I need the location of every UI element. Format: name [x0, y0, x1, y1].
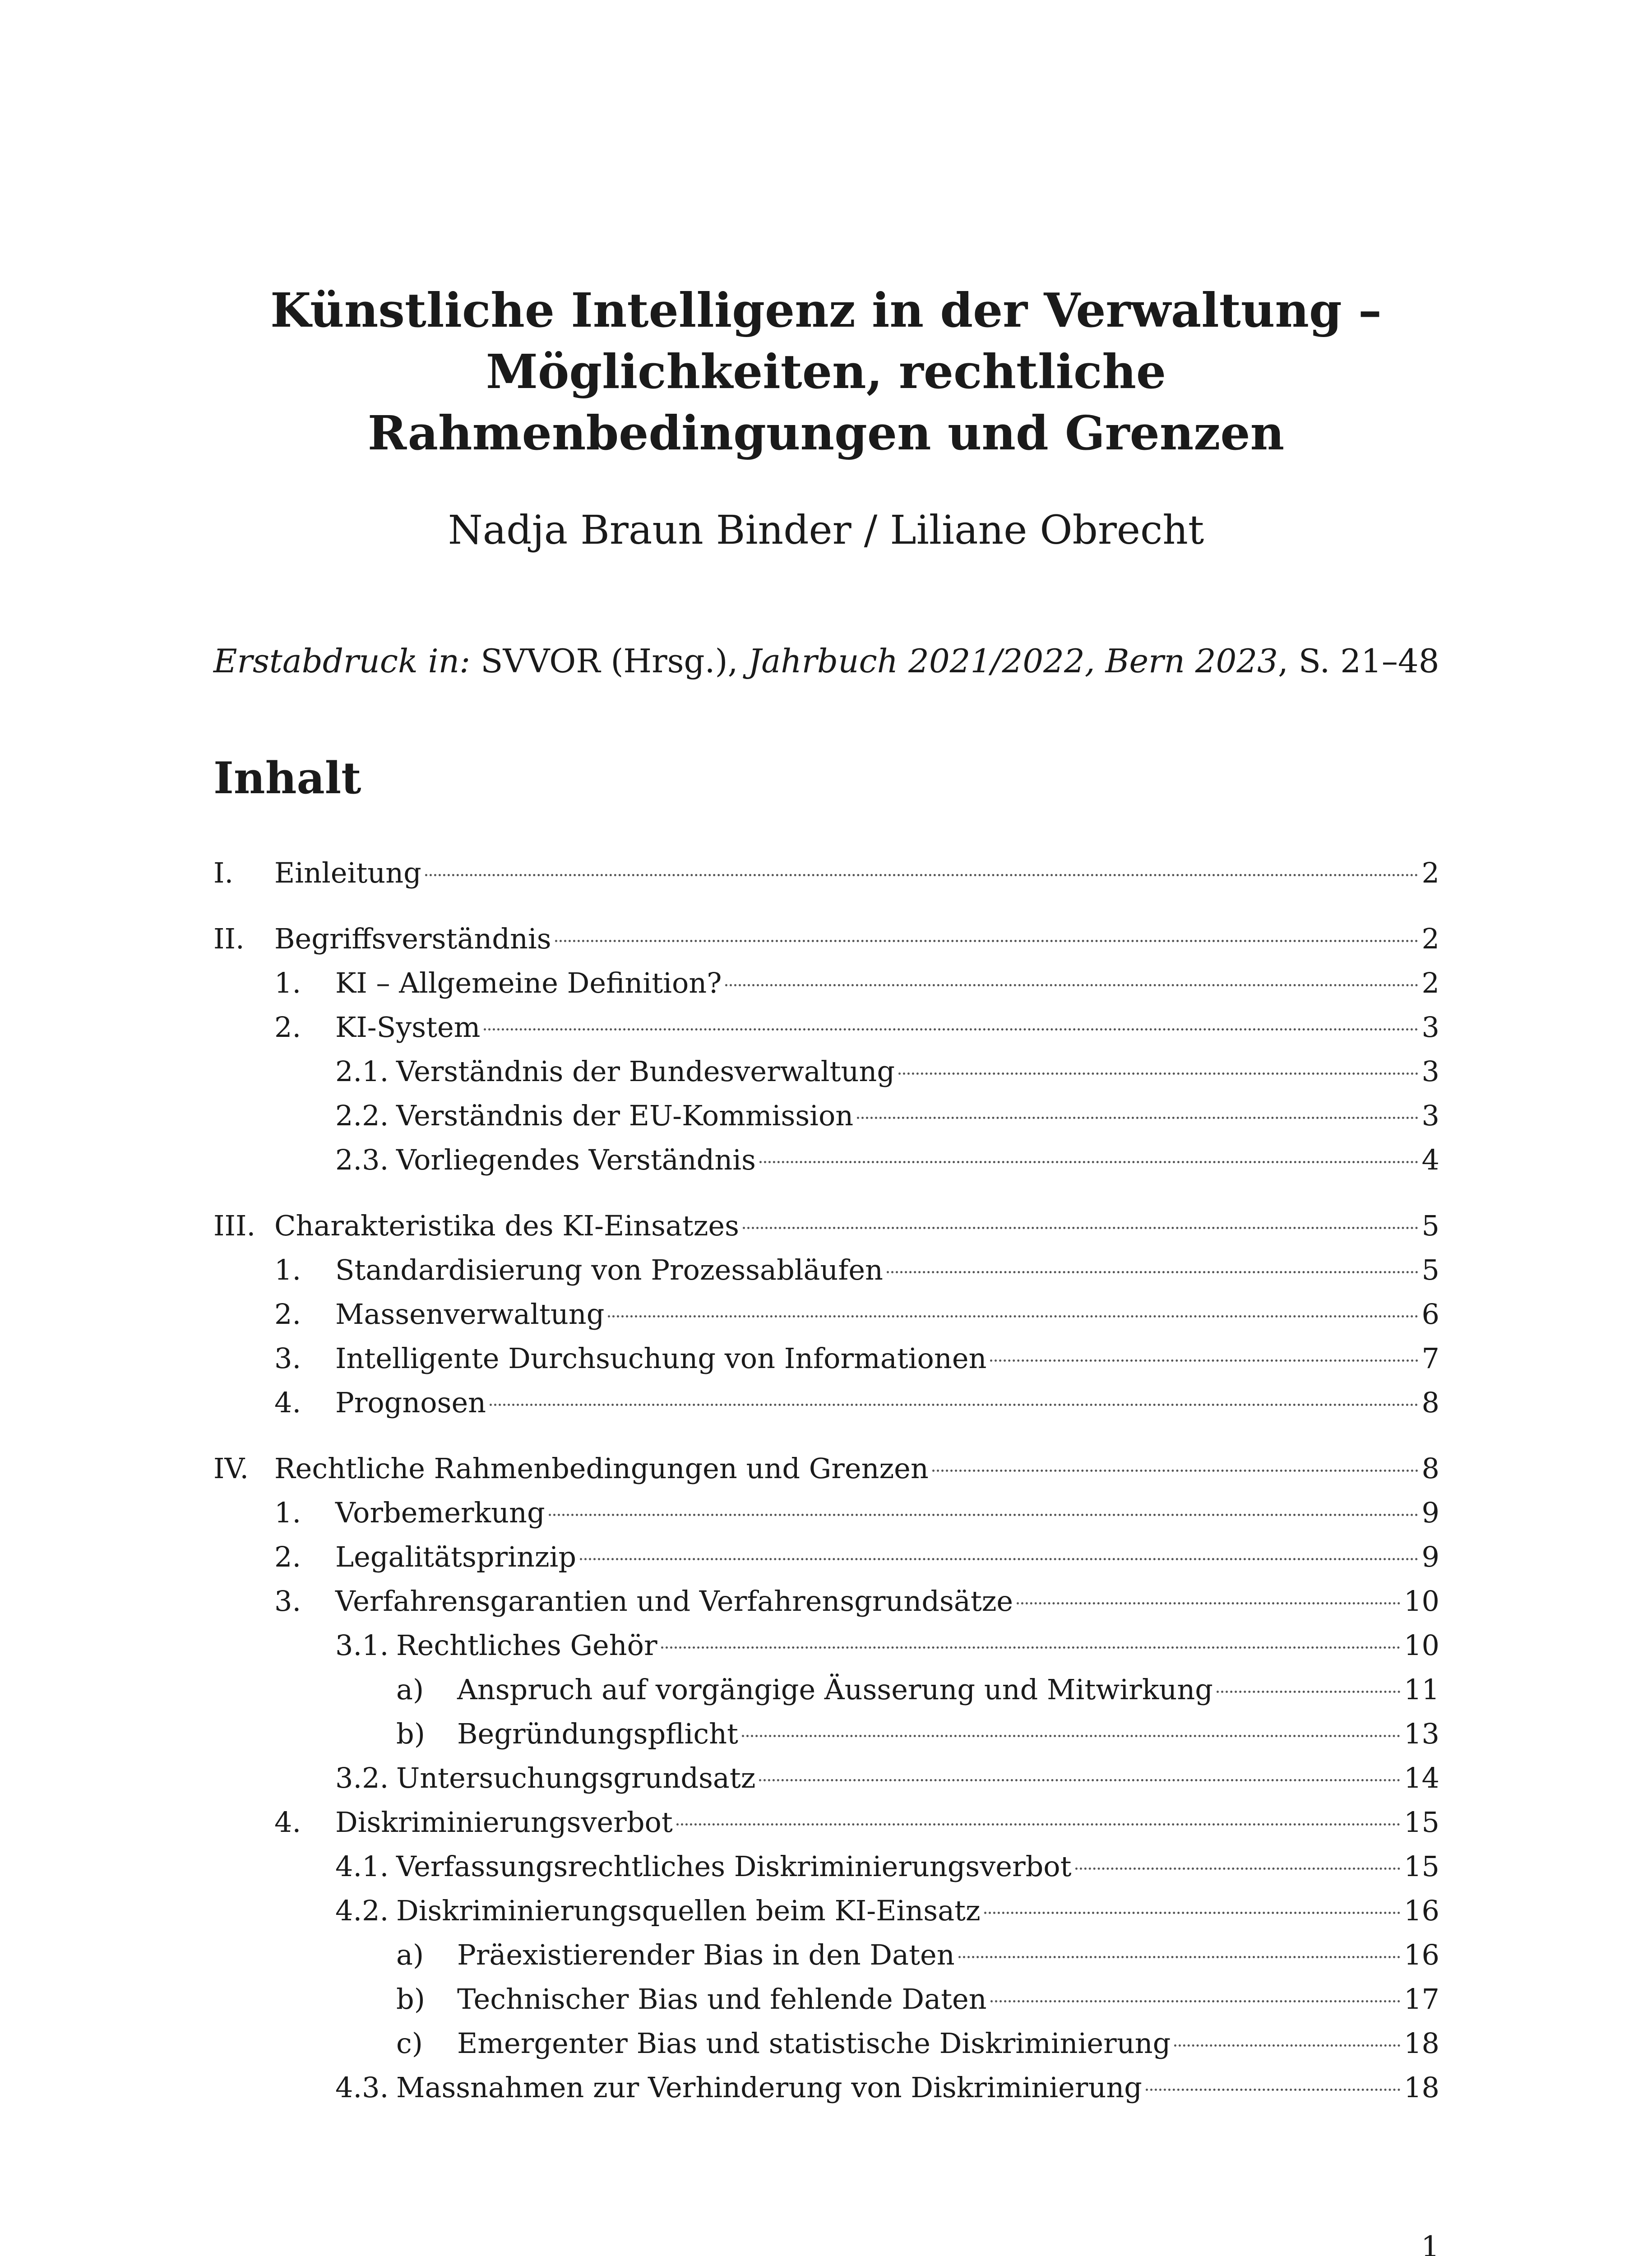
toc-leader: [932, 1470, 1418, 1472]
toc-entry-number: 2.: [274, 1011, 301, 1044]
toc-leader: [887, 1271, 1418, 1273]
toc-entry-page: 3: [1421, 1055, 1439, 1088]
toc-entry-number: 2.1.: [335, 1055, 389, 1088]
toc-entry-page: 10: [1404, 1629, 1439, 1662]
toc-entry[interactable]: [396, 1714, 1439, 1754]
toc-entry-page: 15: [1404, 1806, 1439, 1839]
toc-leader: [725, 984, 1418, 986]
toc-entry[interactable]: [274, 1250, 1439, 1290]
toc-entry-page: 11: [1404, 1673, 1439, 1706]
toc-entry-page: 8: [1421, 1386, 1439, 1419]
toc-leader: [759, 1779, 1400, 1781]
toc-entry-page: 9: [1421, 1540, 1439, 1573]
toc-entry[interactable]: [213, 853, 1439, 893]
toc-entry-number: a): [396, 1673, 424, 1706]
toc-entry-label: Einleitung: [274, 856, 421, 889]
toc-entry[interactable]: [213, 1206, 1439, 1246]
first-print-prefix: Erstabdruck in:: [213, 642, 471, 680]
toc-entry-label: Technischer Bias und fehlende Daten: [457, 1983, 987, 2016]
toc-entry-label: Prognosen: [335, 1386, 486, 1419]
toc-entry-number: b): [396, 1983, 425, 2016]
toc-entry[interactable]: [274, 963, 1439, 1003]
toc-entry-number: III.: [213, 1209, 256, 1242]
toc-entry-page: 2: [1421, 966, 1439, 999]
toc-leader: [1217, 1691, 1400, 1693]
toc-entry-page: 4: [1421, 1143, 1439, 1176]
toc-entry-label: Verfahrensgarantien und Verfahrensgrundsätze: [335, 1585, 1013, 1618]
toc-entry-page: 7: [1421, 1342, 1439, 1375]
toc-entry-label: Verständnis der Bundesverwaltung: [396, 1055, 895, 1088]
toc-entry-label: Rechtliches Gehör: [396, 1629, 657, 1662]
toc-entry-number: 1.: [274, 1253, 301, 1286]
toc-entry-label: Verständnis der EU-Kommission: [396, 1099, 854, 1132]
toc-entry-label: Massnahmen zur Verhinderung von Diskriminierung: [396, 2071, 1142, 2104]
toc-entry-number: 4.: [274, 1386, 301, 1419]
toc-entry-number: 2.: [274, 1540, 301, 1573]
toc-leader: [759, 1161, 1418, 1163]
toc-leader: [958, 1956, 1400, 1958]
toc-entry-label: KI-System: [335, 1011, 481, 1044]
toc-entry[interactable]: [335, 1096, 1439, 1136]
toc-entry[interactable]: [213, 1448, 1439, 1489]
toc-entry[interactable]: [335, 1051, 1439, 1092]
toc-entry-label: Massenverwaltung: [335, 1298, 605, 1331]
toc-entry-page: 3: [1421, 1099, 1439, 1132]
toc-leader: [1075, 1868, 1401, 1870]
toc-entry-number: 2.2.: [335, 1099, 389, 1132]
toc-leader: [608, 1315, 1418, 1318]
authors: Nadja Braun Binder / Liliane Obrecht: [448, 507, 1204, 553]
toc-leader: [555, 940, 1418, 942]
toc-entry[interactable]: [396, 1979, 1439, 2020]
toc-entry-page: 15: [1404, 1850, 1439, 1883]
toc-entry[interactable]: [396, 1935, 1439, 1975]
toc-entry-number: 4.3.: [335, 2071, 389, 2104]
toc-entry[interactable]: [335, 1846, 1439, 1887]
first-print-book: Jahrbuch 2021/2022: [748, 642, 1085, 680]
toc-entry-number: 3.: [274, 1342, 301, 1375]
toc-leader: [549, 1514, 1418, 1516]
toc-entry-number: 2.: [274, 1298, 301, 1331]
toc-entry-label: Diskriminierungsquellen beim KI-Einsatz: [396, 1894, 981, 1927]
first-print-publisher: SVVOR (Hrsg.),: [470, 642, 749, 680]
toc-leader: [1174, 2044, 1400, 2047]
toc-entry-number: 4.1.: [335, 1850, 389, 1883]
toc-entry-page: 18: [1404, 2071, 1439, 2104]
toc-entry[interactable]: [274, 1338, 1439, 1379]
toc-entry[interactable]: [274, 1007, 1439, 1048]
toc-entry-page: 16: [1404, 1894, 1439, 1927]
toc-entry[interactable]: [274, 1581, 1439, 1622]
page-number: 1: [1421, 2230, 1439, 2256]
toc-leader: [425, 874, 1418, 876]
toc-entry-label: Vorbemerkung: [335, 1496, 545, 1529]
toc-entry-number: IV.: [213, 1452, 249, 1485]
toc-entry-page: 5: [1421, 1253, 1439, 1286]
toc-entry-label: Präexistierender Bias in den Daten: [457, 1938, 955, 1971]
toc-entry[interactable]: [335, 1625, 1439, 1666]
title-line: Möglichkeiten, rechtliche: [486, 344, 1166, 399]
toc-entry[interactable]: [396, 1669, 1439, 1710]
toc-entry[interactable]: [213, 919, 1439, 959]
toc-entry-number: c): [396, 2027, 423, 2060]
toc-entry-label: Rechtliche Rahmenbedingungen und Grenzen: [274, 1452, 929, 1485]
toc-entry-number: 3.2.: [335, 1761, 389, 1794]
toc-entry-page: 14: [1404, 1761, 1439, 1794]
toc-entry-number: I.: [213, 856, 234, 889]
toc-leader: [1146, 2089, 1400, 2091]
toc-entry-page: 9: [1421, 1496, 1439, 1529]
toc-leader: [580, 1558, 1418, 1560]
toc-entry-label: Standardisierung von Prozessabläufen: [335, 1253, 883, 1286]
toc-entry-number: b): [396, 1717, 425, 1750]
toc-entry[interactable]: [335, 2067, 1439, 2108]
toc-entry-page: 16: [1404, 1938, 1439, 1971]
toc-entry[interactable]: [335, 1758, 1439, 1798]
toc-entry-label: Legalitätsprinzip: [335, 1540, 577, 1573]
toc-leader: [743, 1227, 1418, 1229]
toc-entry-page: 5: [1421, 1209, 1439, 1242]
toc-entry[interactable]: [274, 1493, 1439, 1533]
toc-entry-label: Intelligente Durchsuchung von Informationen: [335, 1342, 987, 1375]
toc-entry[interactable]: [274, 1294, 1439, 1335]
toc-leader: [990, 2000, 1400, 2002]
toc-leader: [484, 1028, 1418, 1031]
toc-leader: [984, 1912, 1400, 1914]
toc-leader: [990, 1359, 1418, 1362]
toc-entry-label: Begriffsverständnis: [274, 922, 551, 955]
title-line: Rahmenbedingungen und Grenzen: [367, 405, 1285, 461]
toc-entry[interactable]: [335, 1891, 1439, 1931]
toc-entry-number: 4.2.: [335, 1894, 389, 1927]
toc-entry-number: 3.: [274, 1585, 301, 1618]
toc-entry-page: 17: [1404, 1983, 1439, 2016]
toc-entry-label: Anspruch auf vorgängige Äusserung und Mitwirkung: [457, 1673, 1213, 1706]
toc-leader: [1017, 1602, 1400, 1604]
toc-entry-page: 6: [1421, 1298, 1439, 1331]
toc-leader: [898, 1073, 1418, 1075]
toc-entry[interactable]: [335, 1140, 1439, 1180]
toc-entry[interactable]: [396, 2023, 1439, 2064]
toc-entry[interactable]: [274, 1802, 1439, 1843]
toc-entry-label: Untersuchungsgrundsatz: [396, 1761, 756, 1794]
toc-leader: [661, 1646, 1401, 1649]
toc-entry-number: 2.3.: [335, 1143, 389, 1176]
toc-entry-number: II.: [213, 922, 245, 955]
toc-entry-label: Verfassungsrechtliches Diskriminierungsverbot: [396, 1850, 1072, 1883]
toc-leader: [742, 1735, 1400, 1737]
toc-entry-label: Diskriminierungsverbot: [335, 1806, 673, 1839]
first-print-pages: , S. 21–48: [1277, 642, 1439, 680]
toc-entry-number: 1.: [274, 1496, 301, 1529]
toc-entry-page: 8: [1421, 1452, 1439, 1485]
first-print-place: , Bern 2023: [1084, 642, 1278, 680]
toc-entry[interactable]: [274, 1382, 1439, 1423]
toc-entry-page: 10: [1404, 1585, 1439, 1618]
toc-entry[interactable]: [274, 1537, 1439, 1577]
toc-entry-page: 18: [1404, 2027, 1439, 2060]
toc-entry-page: 3: [1421, 1011, 1439, 1044]
toc-entry-number: 1.: [274, 966, 301, 999]
toc-leader: [676, 1823, 1400, 1826]
toc-leader: [857, 1117, 1418, 1119]
toc-entry-page: 2: [1421, 922, 1439, 955]
toc-entry-number: 3.1.: [335, 1629, 389, 1662]
toc-entry-label: Begründungspflicht: [457, 1717, 738, 1750]
title-line: Künstliche Intelligenz in der Verwaltung –: [270, 282, 1382, 338]
toc-entry-label: Emergenter Bias und statistische Diskriminierung: [457, 2027, 1171, 2060]
toc-entry-page: 2: [1421, 856, 1439, 889]
toc-entry-number: a): [396, 1938, 424, 1971]
toc-entry-label: Charakteristika des KI-Einsatzes: [274, 1209, 739, 1242]
toc-entry-label: Vorliegendes Verständnis: [396, 1143, 756, 1176]
toc-entry-number: 4.: [274, 1806, 301, 1839]
toc-entry-page: 13: [1404, 1717, 1439, 1750]
toc-leader: [490, 1404, 1418, 1406]
toc-heading: Inhalt: [213, 753, 361, 804]
toc-entry-label: KI – Allgemeine Definition?: [335, 966, 722, 999]
